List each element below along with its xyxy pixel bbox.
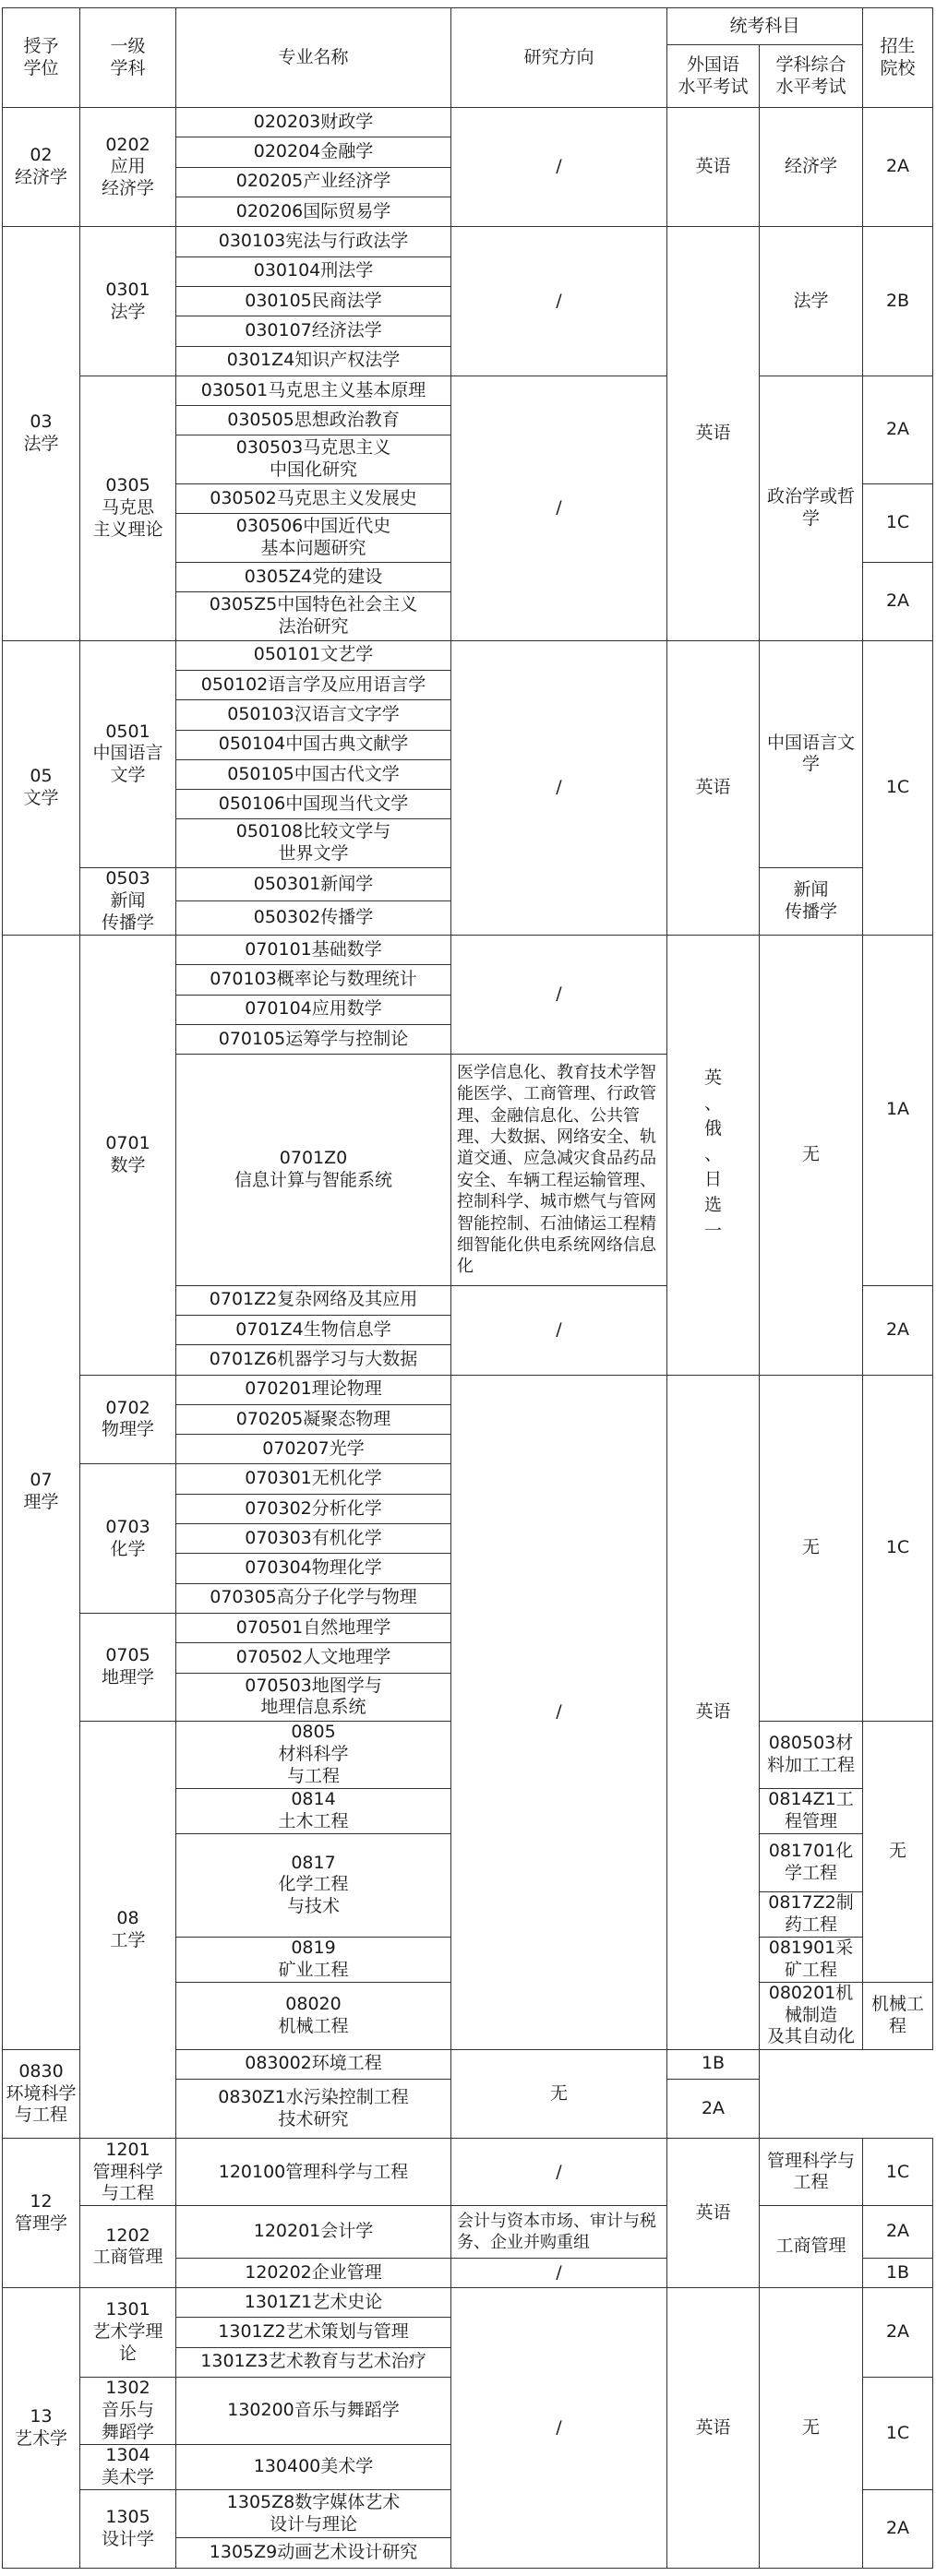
table-cell: / — [451, 2288, 667, 2569]
table-cell: 050105中国古代文学 — [176, 759, 451, 789]
table-cell: 070501自然地理学 — [176, 1614, 451, 1643]
table-cell: 1304 美术学 — [80, 2444, 176, 2489]
table-cell: 0705 地理学 — [80, 1614, 176, 1722]
table-cell: 英语 — [667, 640, 760, 935]
table-row — [3, 2288, 933, 2318]
table-cell: 机械工程 — [863, 1982, 933, 2049]
table-cell: 0830Z1水污染控制工程 技术研究 — [176, 2079, 451, 2139]
table-cell: 0701 数学 — [80, 935, 176, 1375]
table-cell: 1C — [863, 483, 933, 562]
header-school: 招生 院校 — [863, 8, 933, 108]
table-cell: 0301Z4知识产权法学 — [176, 346, 451, 376]
table-row — [3, 640, 933, 670]
header-foreign: 外国语 水平考试 — [667, 45, 760, 108]
table-cell: 0701Z4生物信息学 — [176, 1315, 451, 1344]
table-cell: 0814Z1工程管理 — [760, 1789, 863, 1834]
table-cell: 2A — [863, 2288, 933, 2378]
table-cell: 050301新闻学 — [176, 867, 451, 900]
table-cell: 050103汉语言文字学 — [176, 700, 451, 730]
table-cell: 020203财政学 — [176, 108, 451, 137]
table-cell: / — [451, 640, 667, 935]
table-cell: 无 — [760, 1375, 863, 1722]
table-row — [3, 227, 933, 256]
table-cell: 0501 中国语言 文学 — [80, 640, 176, 867]
table-cell: 新闻 传播学 — [760, 867, 863, 935]
table-cell: 120100管理科学与工程 — [176, 2139, 451, 2206]
table-cell: 070207光学 — [176, 1435, 451, 1464]
table-cell: 030503马克思主义 中国化研究 — [176, 435, 451, 484]
table-cell: 030505思想政治教育 — [176, 406, 451, 435]
table-cell: 0202 应用 经济学 — [80, 108, 176, 227]
table-cell: 080201机械制造 及其自动化 — [760, 1982, 863, 2049]
table-cell: 无 — [760, 935, 863, 1375]
table-cell: 030506中国近代史 基本问题研究 — [176, 514, 451, 563]
table-body — [3, 108, 933, 2569]
table-cell: 英语 — [667, 1375, 760, 2049]
table-cell: 1C — [863, 1375, 933, 1722]
header-subject: 学科综合 水平考试 — [760, 45, 863, 108]
table-cell: 080503材料加工工程 — [760, 1722, 863, 1789]
table-cell: 2A — [863, 562, 933, 640]
table-cell: 1305 设计学 — [80, 2489, 176, 2568]
table-cell: 050106中国现当代文学 — [176, 790, 451, 819]
table-cell: 法学 — [760, 227, 863, 376]
table-cell: 0701Z6机器学习与大数据 — [176, 1345, 451, 1375]
table-cell: 1B — [667, 2049, 760, 2079]
table-cell: 02 经济学 — [3, 108, 80, 227]
table-cell: 2A — [863, 1285, 933, 1375]
table-row — [3, 376, 933, 405]
table-cell: 070301无机化学 — [176, 1464, 451, 1494]
table-cell: / — [451, 1375, 667, 2049]
table-cell: 08 工学 — [80, 1722, 176, 2139]
table-cell: 070103概率论与数理统计 — [176, 965, 451, 995]
table-row — [3, 2206, 933, 2258]
table-cell: 2A — [863, 108, 933, 227]
header-major: 专业名称 — [176, 8, 451, 108]
table-cell: 070302分析化学 — [176, 1494, 451, 1523]
table-cell: / — [451, 227, 667, 376]
table-cell: 2A — [667, 2079, 760, 2139]
table-cell: 03 法学 — [3, 227, 80, 640]
table-cell: 08020 机械工程 — [176, 1982, 451, 2049]
table-cell: 医学信息化、教育技术学智能医学、工商管理、行政管理、金融信息化、公共管理、大数据、网络安全、轨道交通、应急减灾食品药品安全、车辆工程运输管理、控制科学、城市燃气与管网智能控制、石油储运工程精细智能化供电系统网络信息化 — [451, 1055, 667, 1285]
table-cell: 0301 法学 — [80, 227, 176, 376]
table-cell: 070305高分子化学与物理 — [176, 1583, 451, 1613]
table-cell: 0305Z5中国特色社会主义 法治研究 — [176, 592, 451, 641]
table-cell: 1201 管理科学 与工程 — [80, 2139, 176, 2206]
table-cell: 英语 — [667, 108, 760, 227]
table-cell: 英语 — [667, 2139, 760, 2288]
table-cell: / — [451, 935, 667, 1054]
table-cell: 070105运筹学与控制论 — [176, 1024, 451, 1054]
table-cell: 07 理学 — [3, 935, 80, 2049]
table-cell: 1C — [863, 2139, 933, 2206]
table-cell: 020204金融学 — [176, 137, 451, 167]
table-cell: 中国语言文 学 — [760, 640, 863, 867]
table-cell: 政治学或哲 学 — [760, 376, 863, 640]
table-cell: 050302传播学 — [176, 901, 451, 935]
table-row — [3, 108, 933, 137]
table-cell: 0503 新闻 传播学 — [80, 867, 176, 935]
table-cell: / — [451, 376, 667, 640]
table-cell: / — [451, 2258, 667, 2287]
table-cell: 1301Z2艺术策划与管理 — [176, 2318, 451, 2347]
table-cell: 070104应用数学 — [176, 995, 451, 1024]
table-cell: 070303有机化学 — [176, 1524, 451, 1554]
table-cell: 030501马克思主义基本原理 — [176, 376, 451, 405]
table-cell: 030103宪法与行政法学 — [176, 227, 451, 256]
table-cell: 120202企业管理 — [176, 2258, 451, 2287]
table-cell: 130200音乐与舞蹈学 — [176, 2378, 451, 2445]
table-cell: 0702 物理学 — [80, 1375, 176, 1464]
header-degree: 授予 学位 — [3, 8, 80, 108]
header-discipline: 一级 学科 — [80, 8, 176, 108]
table-cell: 1305Z8数字媒体艺术 设计与理论 — [176, 2489, 451, 2538]
table-cell: 070503地图学与 地理信息系统 — [176, 1673, 451, 1722]
table-cell: 无 — [863, 1722, 933, 1982]
table-cell: 070304物理化学 — [176, 1554, 451, 1583]
table-cell: 2A — [863, 376, 933, 483]
table-cell: 英语 — [667, 2288, 760, 2569]
table-cell: 会计与资本市场、审计与税务、企业并购重组 — [451, 2206, 667, 2258]
table-cell: 工商管理 — [760, 2206, 863, 2288]
table-cell: / — [451, 2139, 667, 2206]
table-cell: 050101文艺学 — [176, 640, 451, 670]
table-cell: 070201理论物理 — [176, 1375, 451, 1404]
table-cell: 0805 材料科学 与工程 — [176, 1722, 451, 1789]
table-cell: 1301 艺术学理 论 — [80, 2288, 176, 2378]
table-cell: 0817Z2制药工程 — [760, 1891, 863, 1937]
table-cell: 1301Z3艺术教育与艺术治疗 — [176, 2347, 451, 2377]
table-cell: 030105民商法学 — [176, 286, 451, 316]
table-cell: 050102语言学及应用语言学 — [176, 670, 451, 699]
table-cell: 081901采矿工程 — [760, 1937, 863, 1982]
table-cell: 2A — [863, 2489, 933, 2568]
table-cell: 050108比较文学与 世界文学 — [176, 819, 451, 868]
table-cell: 无 — [760, 2288, 863, 2569]
table-cell: 英语 — [667, 227, 760, 640]
table-cell: 1302 音乐与 舞蹈学 — [80, 2378, 176, 2445]
table-cell: 1202 工商管理 — [80, 2206, 176, 2288]
table-cell: 13 艺术学 — [3, 2288, 80, 2569]
table-cell: 0703 化学 — [80, 1464, 176, 1614]
table-cell: 1301Z1艺术史论 — [176, 2288, 451, 2318]
table-cell: 0817 化学工程 与技术 — [176, 1834, 451, 1938]
table-cell: 030104刑法学 — [176, 256, 451, 286]
table-cell: 经济学 — [760, 108, 863, 227]
table-cell: 无 — [451, 2049, 667, 2139]
table-cell: 12 管理学 — [3, 2139, 80, 2288]
table-cell: 030107经济法学 — [176, 316, 451, 346]
table-cell: 081701化学工程 — [760, 1834, 863, 1892]
table-cell: 083002环境工程 — [176, 2049, 451, 2079]
table-cell: 0305Z4党的建设 — [176, 562, 451, 591]
table-cell: / — [451, 1285, 667, 1375]
table-cell: 030502马克思主义发展史 — [176, 483, 451, 513]
table-cell: 020206国际贸易学 — [176, 197, 451, 226]
table-cell: 管理科学与 工程 — [760, 2139, 863, 2206]
table-cell: 1C — [863, 2378, 933, 2490]
table-cell: 05 文学 — [3, 640, 80, 935]
table-cell: 0830 环境科学 与工程 — [3, 2049, 80, 2139]
table-row — [3, 935, 933, 964]
table-cell: 1A — [863, 935, 933, 1285]
table-cell: 070101基础数学 — [176, 935, 451, 964]
table-cell: 0819 矿业工程 — [176, 1937, 451, 1982]
table-cell: 050104中国古典文献学 — [176, 730, 451, 759]
table-cell: 1C — [863, 640, 933, 935]
table-cell: 0814 土木工程 — [176, 1789, 451, 1834]
admissions-table — [2, 7, 933, 2569]
table-cell: 0305 马克思 主义理论 — [80, 376, 176, 640]
table-cell: / — [451, 108, 667, 227]
header-direction: 研究方向 — [451, 8, 667, 108]
table-row — [3, 1375, 933, 1404]
table-cell: 0701Z0 信息计算与智能系统 — [176, 1055, 451, 1285]
table-cell: 1305Z9动画艺术设计研究 — [176, 2538, 451, 2569]
table-cell: 130400美术学 — [176, 2444, 451, 2489]
header-exam-group: 统考科目 — [667, 8, 863, 45]
table-cell: 0701Z2复杂网络及其应用 — [176, 1285, 451, 1315]
table-cell: 120201会计学 — [176, 2206, 451, 2258]
table-cell: 070502人文地理学 — [176, 1643, 451, 1673]
table-row — [3, 2139, 933, 2206]
table-cell: 1B — [863, 2258, 933, 2287]
table-cell: 070205凝聚态物理 — [176, 1404, 451, 1434]
table-cell: 020205产业经济学 — [176, 167, 451, 197]
table-cell: 英 、 俄 、 日 选 一 — [667, 935, 760, 1375]
table-cell: 2B — [863, 227, 933, 376]
table-cell: 2A — [863, 2206, 933, 2258]
